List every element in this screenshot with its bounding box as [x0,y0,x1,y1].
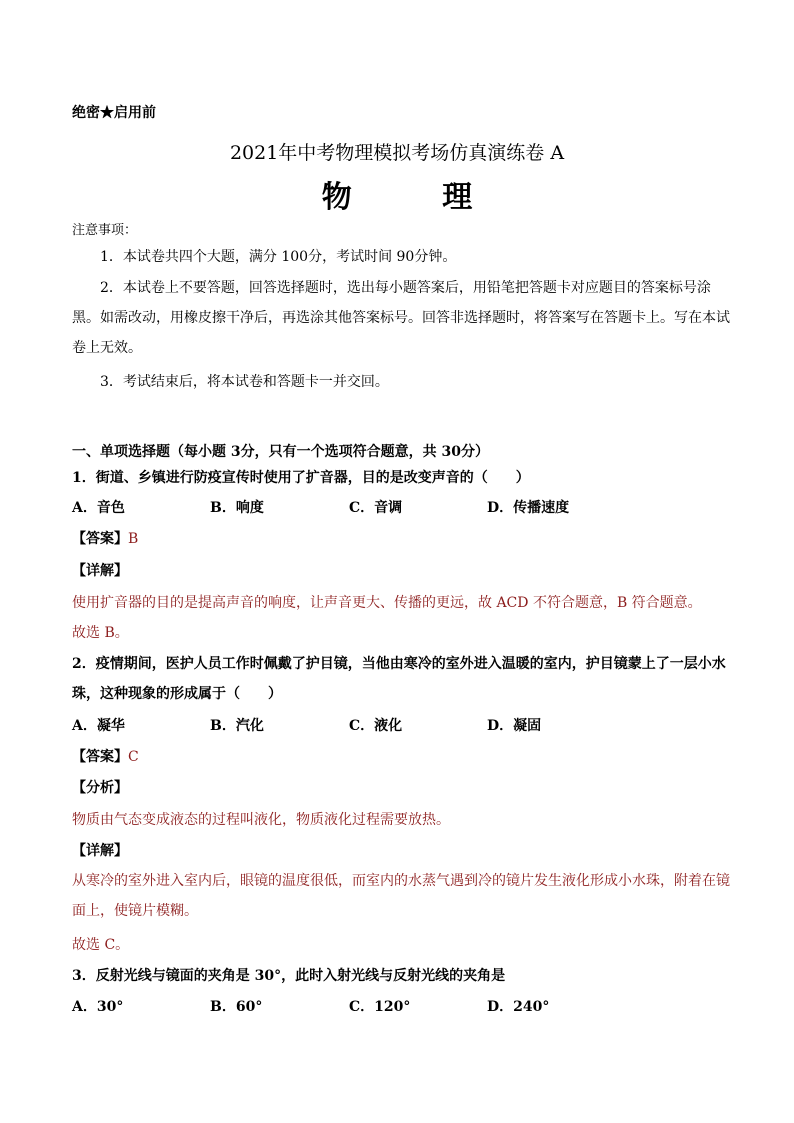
section-heading: 一、单项选择题（每小题 3分，只有一个选项符合题意，共 30分） [72,444,489,460]
q2-option-a: A．凝华 [72,718,125,734]
q1-option-d: D．传播速度 [487,500,570,516]
answer-tag: 【答案】 [72,749,128,765]
q1-answer [72,528,138,548]
q3-option-c: C．120° [349,999,411,1015]
q2-option-b: B．汽化 [210,718,264,734]
question-2-stem: 2．疫情期间，医护人员工作时佩戴了护目镜，当他由寒冷的室外进入温暖的室内，护目镜蒙上了一层小水珠，这种现象的形成属于（ ） [72,656,726,702]
q2-conclusion: 故选 C。 [72,937,130,953]
subject-title: 物 理 [321,180,513,215]
note-item-1: 1．本试卷共四个大题，满分 100分，考试时间 90分钟。 [100,249,457,265]
answer-tag: 【答案】 [72,531,128,547]
answer-value: C [128,749,139,765]
q2-analysis-tag: 【分析】 [72,780,128,796]
q1-conclusion: 故选 B。 [72,625,129,641]
secret-mark: 绝密★启用前 [72,105,156,121]
q2-detail-text: 从寒冷的室外进入室内后，眼镜的温度很低，而室内的水蒸气遇到冷的镜片发生液化形成小水珠，附着在镜面上，使镜片模糊。 [72,873,730,919]
q1-option-b: B．响度 [210,500,264,516]
question-1-stem: 1．街道、乡镇进行防疫宣传时使用了扩音器，目的是改变声音的（ ） [72,470,530,486]
q3-option-a: A．30° [72,999,124,1015]
q2-answer [72,746,139,766]
q2-detail-tag: 【详解】 [72,843,128,859]
question-3-stem: 3．反射光线与镜面的夹角是 30°，此时入射光线与反射光线的夹角是 [72,968,506,984]
q1-option-a: A．音色 [72,500,125,516]
q1-detail-tag: 【详解】 [72,563,128,579]
exam-title: 2021年中考物理模拟考场仿真演练卷 A [229,142,565,164]
q3-option-b: B．60° [210,999,263,1015]
q2-option-d: D．凝固 [487,718,542,734]
q3-option-d: D．240° [487,999,550,1015]
notes-heading: 注意事项： [72,223,138,238]
q1-detail-text: 使用扩音器的目的是提高声音的响度，让声音更大、传播的更远，故 ACD 不符合题意，B 符合题意。 [72,595,702,611]
note-item-3: 3．考试结束后，将本试卷和答题卡一并交回。 [100,374,389,390]
q1-option-c: C．音调 [349,500,403,516]
q2-analysis-text: 物质由气态变成液态的过程叫液化，物质液化过程需要放热。 [72,812,450,828]
answer-value: B [128,531,139,547]
q2-option-c: C．液化 [349,718,403,734]
note-item-2: 2．本试卷上不要答题，回答选择题时，选出每小题答案后，用铅笔把答题卡对应题目的答案标号涂黑。如需改动，用橡皮擦干净后，再选涂其他答案标号。回答非选择题时，将答案写在答题卡上。写在本试卷上无效。 [72,280,730,356]
